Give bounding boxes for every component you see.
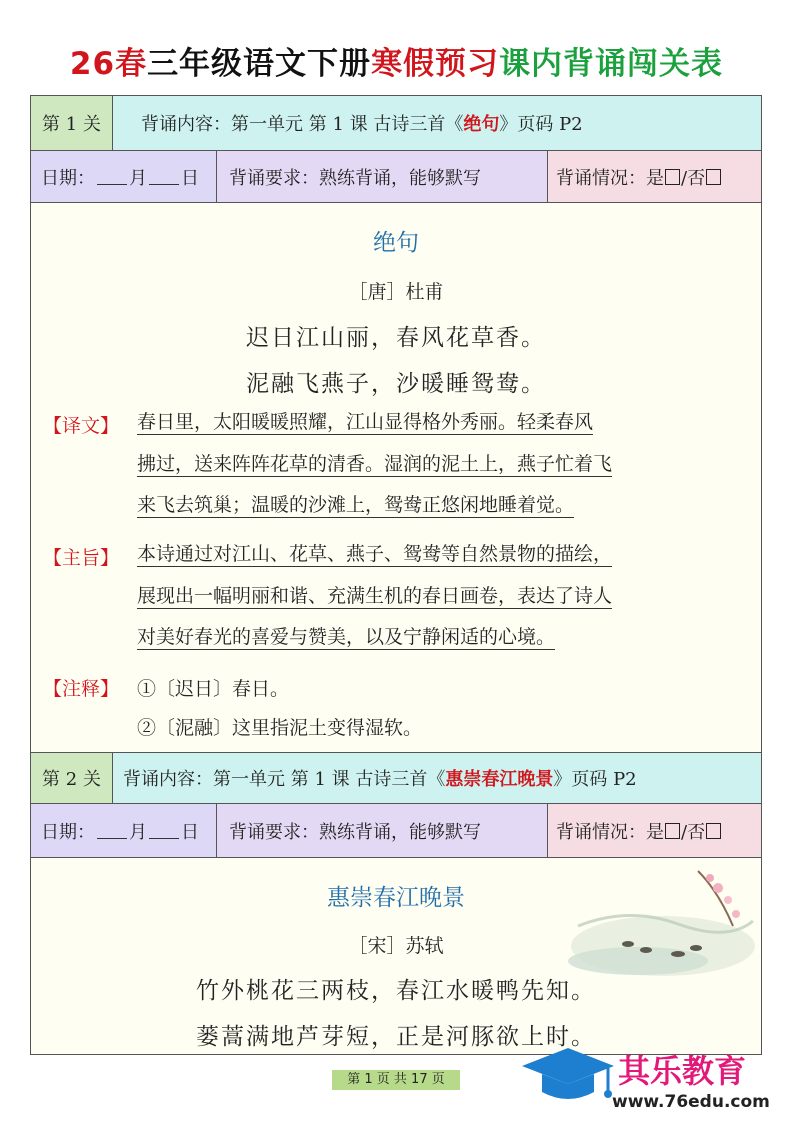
poem-1-title: 绝句 <box>373 230 419 256</box>
yes-checkbox[interactable] <box>665 823 680 839</box>
day-blank[interactable] <box>149 168 179 185</box>
note-1: ①〔迟日〕春日。 <box>137 678 290 700</box>
river-scene-illustration <box>568 866 758 986</box>
level-1-info-row <box>31 151 761 203</box>
poem-2-title: 惠崇春江晚景 <box>327 885 465 911</box>
poem-1-author: ［唐］杜甫 <box>348 281 444 303</box>
poem-1-verse-1: 迟日江山丽，春风花草香。 <box>246 325 546 351</box>
level-1-header <box>31 96 761 151</box>
level-2-requirement: 背诵要求：熟练背诵，能够默写 <box>217 804 548 857</box>
month-blank[interactable] <box>97 168 127 185</box>
page-title <box>0 38 793 83</box>
theme-label: 【主旨】 <box>43 547 120 569</box>
graduation-cap-icon <box>520 1044 616 1114</box>
translation-label: 【译文】 <box>43 415 120 437</box>
notes-label: 【注释】 <box>43 678 120 700</box>
translation-text: 春日里，太阳暖暖照耀，江山显得格外秀丽。轻柔春风 拂过，送来阵阵花草的清香。湿润的泥土上，燕子忙着飞 来飞去筑巢；温暖的沙滩上，鸳鸯正悠闲地睡着觉。 <box>137 411 613 516</box>
theme-text: 本诗通过对江山、花草、燕子、鸳鸯等自然景物的描绘， 展现出一幅明丽和谐、充满生机的春日画卷，表达了诗人 对美好春光的喜爱与赞美，以及宁静闲适的心境。 <box>137 543 613 648</box>
level-2-status: 背诵情况：是 /否 <box>548 804 761 857</box>
day-blank[interactable] <box>149 822 179 839</box>
poem-2-author: ［宋］苏轼 <box>348 935 444 957</box>
yes-checkbox[interactable] <box>665 169 680 185</box>
level-1-requirement: 背诵要求：熟练背诵，能够默写 <box>217 151 548 202</box>
title-preview: 寒假预习 <box>371 46 500 82</box>
level-1-label: 第 1 关 <box>31 96 113 150</box>
title-table: 课内背诵闯关表 <box>499 46 724 82</box>
poem-2-verse-1: 竹外桃花三两枝，春江水暖鸭先知。 <box>196 978 596 1004</box>
page-number: 第 1 页 共 17 页 <box>332 1070 460 1090</box>
no-checkbox[interactable] <box>706 169 721 185</box>
title-season: 春 <box>115 46 148 82</box>
note-2: ②〔泥融〕这里指泥土变得湿软。 <box>137 717 423 739</box>
level-2-content: 背诵内容：第一单元 第 1 课 古诗三首《 惠崇春江晚景 》页码 P2 <box>113 753 761 803</box>
level-2-label: 第 2 关 <box>31 753 113 803</box>
no-checkbox[interactable] <box>706 823 721 839</box>
level-2-header <box>31 752 761 804</box>
brand-name: 其乐教育 <box>618 1052 747 1090</box>
level-1-status: 背诵情况：是 /否 <box>548 151 761 202</box>
month-blank[interactable] <box>97 822 127 839</box>
poem-1-verse-2: 泥融飞燕子，沙暖睡鸳鸯。 <box>246 371 546 397</box>
level-2-date: 日期： 月 日 <box>31 804 217 857</box>
level-2-info-row <box>31 804 761 858</box>
level-2-poem-name: 惠崇春江晚景 <box>445 769 554 790</box>
brand-logo <box>520 1040 790 1120</box>
level-1-date: 日期： 月 日 <box>31 151 217 202</box>
title-year: 26 <box>69 46 116 82</box>
poem-2-verse-2: 蒌蒿满地芦芽短，正是河豚欲上时。 <box>196 1024 596 1050</box>
level-1-content: 背诵内容：第一单元 第 1 课 古诗三首《 绝句 》页码 P2 <box>113 96 761 150</box>
level-1-poem-name: 绝句 <box>463 114 500 135</box>
brand-url: www.76edu.com <box>612 1092 770 1112</box>
title-grade: 三年级语文下册 <box>147 46 372 82</box>
